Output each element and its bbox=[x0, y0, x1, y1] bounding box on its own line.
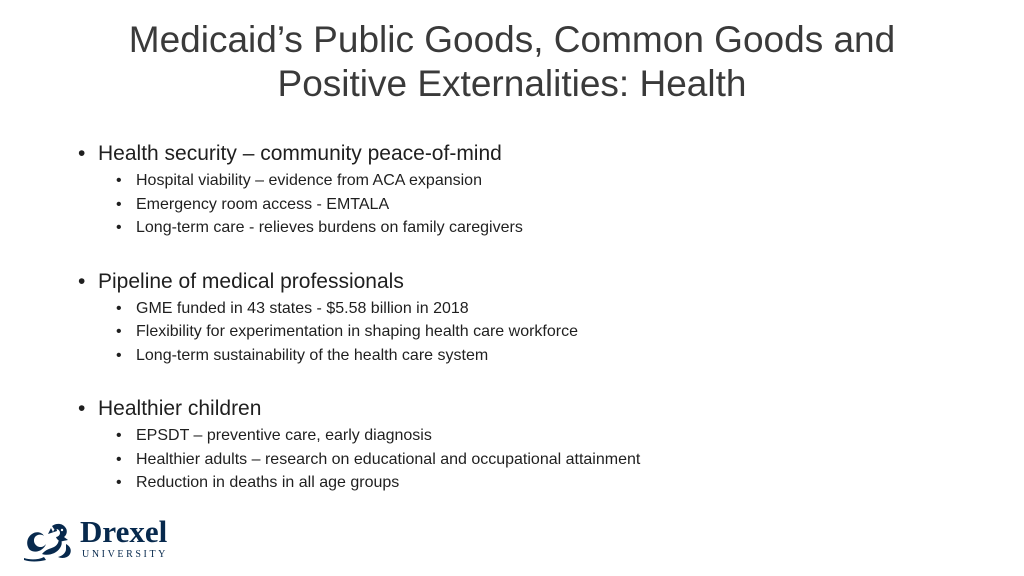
sub-bullet: • Reduction in deaths in all age groups bbox=[116, 471, 938, 495]
sub-bullet: • Healthier adults – research on educational and occupational attainment bbox=[116, 448, 938, 472]
logo-wordmark: Drexel bbox=[80, 514, 168, 549]
dragon-icon bbox=[22, 520, 76, 562]
sub-bullet-list bbox=[116, 169, 938, 240]
bullet-heading: • Pipeline of medical professionals bbox=[78, 268, 938, 295]
drexel-logo bbox=[22, 514, 174, 564]
logo-subtitle: UNIVERSITY bbox=[82, 549, 168, 560]
sub-bullet-list bbox=[116, 424, 938, 495]
sub-bullet: • Flexibility for experimentation in shaping health care workforce bbox=[116, 320, 938, 344]
sub-bullet: • Emergency room access - EMTALA bbox=[116, 193, 938, 217]
section-health-security bbox=[78, 140, 938, 240]
bullet-heading: • Healthier children bbox=[78, 395, 938, 422]
sub-bullet: • Long-term sustainability of the health care system bbox=[116, 344, 938, 368]
title-line-2: Positive Externalities: Health bbox=[277, 63, 747, 104]
sub-bullet: • EPSDT – preventive care, early diagnosis bbox=[116, 424, 938, 448]
bullet-heading: • Health security – community peace-of-mind bbox=[78, 140, 938, 167]
sub-bullet: • GME funded in 43 states - $5.58 billion in 2018 bbox=[116, 297, 938, 321]
bullet-content bbox=[78, 140, 938, 523]
sub-bullet: • Long-term care - relieves burdens on family caregivers bbox=[116, 216, 938, 240]
sub-bullet-list bbox=[116, 297, 938, 368]
section-pipeline bbox=[78, 268, 938, 368]
section-healthier-children bbox=[78, 395, 938, 495]
slide-title bbox=[70, 18, 954, 106]
title-line-1: Medicaid’s Public Goods, Common Goods and bbox=[128, 19, 896, 60]
sub-bullet: • Hospital viability – evidence from ACA expansion bbox=[116, 169, 938, 193]
